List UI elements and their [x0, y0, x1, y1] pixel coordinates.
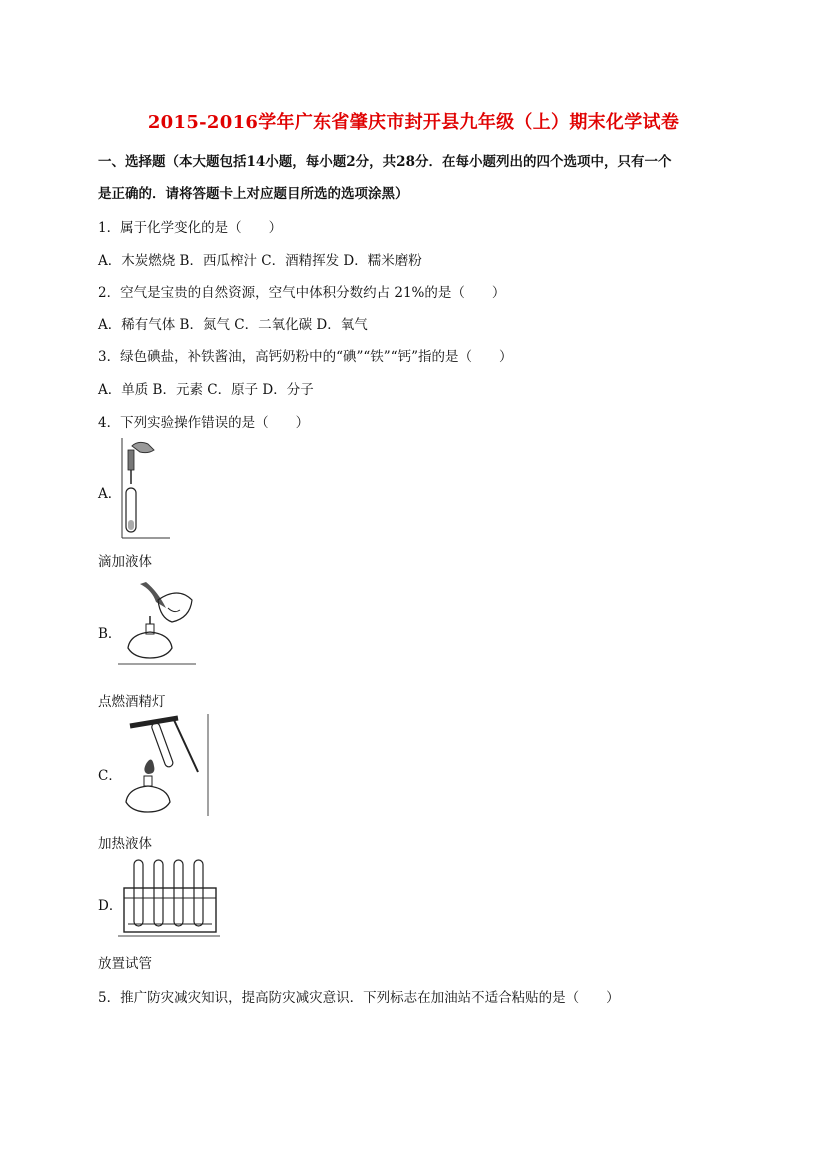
- page-title: 2015-2016学年广东省肇庆市封开县九年级（上）期末化学试卷: [147, 112, 680, 133]
- option-d-label: D．: [98, 898, 123, 914]
- question-1-options: A．木炭燃烧 B．西瓜榨汁 C．酒精挥发 D．糯米磨粉: [98, 253, 422, 269]
- option-a-label: A．: [98, 486, 122, 502]
- option-d-caption: 放置试管: [98, 956, 152, 972]
- option-a-caption: 滴加液体: [98, 554, 152, 570]
- section-heading-line-2: 是正确的．请将答题卡上对应题目所选的选项涂黑）: [98, 186, 409, 202]
- question-4-stem: 4．下列实验操作错误的是（ ）: [98, 415, 310, 431]
- option-c-label: C．: [98, 768, 122, 784]
- section-heading-line-1: 一、选择题（本大题包括14小题，每小题2分，共28分．在每小题列出的四个选项中，只有一个: [98, 154, 672, 170]
- alcohol-lamp-lighting-illustration: [118, 578, 198, 668]
- question-5-stem: 5．推广防灾减灾知识，提高防灾减灾意识．下列标志在加油站不适合粘贴的是（ ）: [98, 990, 620, 1006]
- question-3-options: A．单质 B．元素 C．原子 D．分子: [98, 382, 314, 398]
- dropper-test-tube-illustration: [118, 438, 172, 542]
- test-tube-rack-illustration: [118, 854, 222, 940]
- option-c-caption: 加热液体: [98, 836, 152, 852]
- heating-liquid-illustration: [118, 714, 210, 818]
- option-b-caption: 点燃酒精灯: [98, 694, 166, 710]
- question-2-stem: 2．空气是宝贵的自然资源，空气中体积分数约占 21%的是（ ）: [98, 285, 506, 301]
- question-3-stem: 3．绿色碘盐，补铁酱油，高钙奶粉中的“碘”“铁”“钙”指的是（ ）: [98, 349, 513, 365]
- question-2-options: A．稀有气体 B．氮气 C．二氧化碳 D．氧气: [98, 317, 368, 333]
- question-1-stem: 1．属于化学变化的是（ ）: [98, 220, 283, 236]
- option-b-label: B．: [98, 626, 122, 642]
